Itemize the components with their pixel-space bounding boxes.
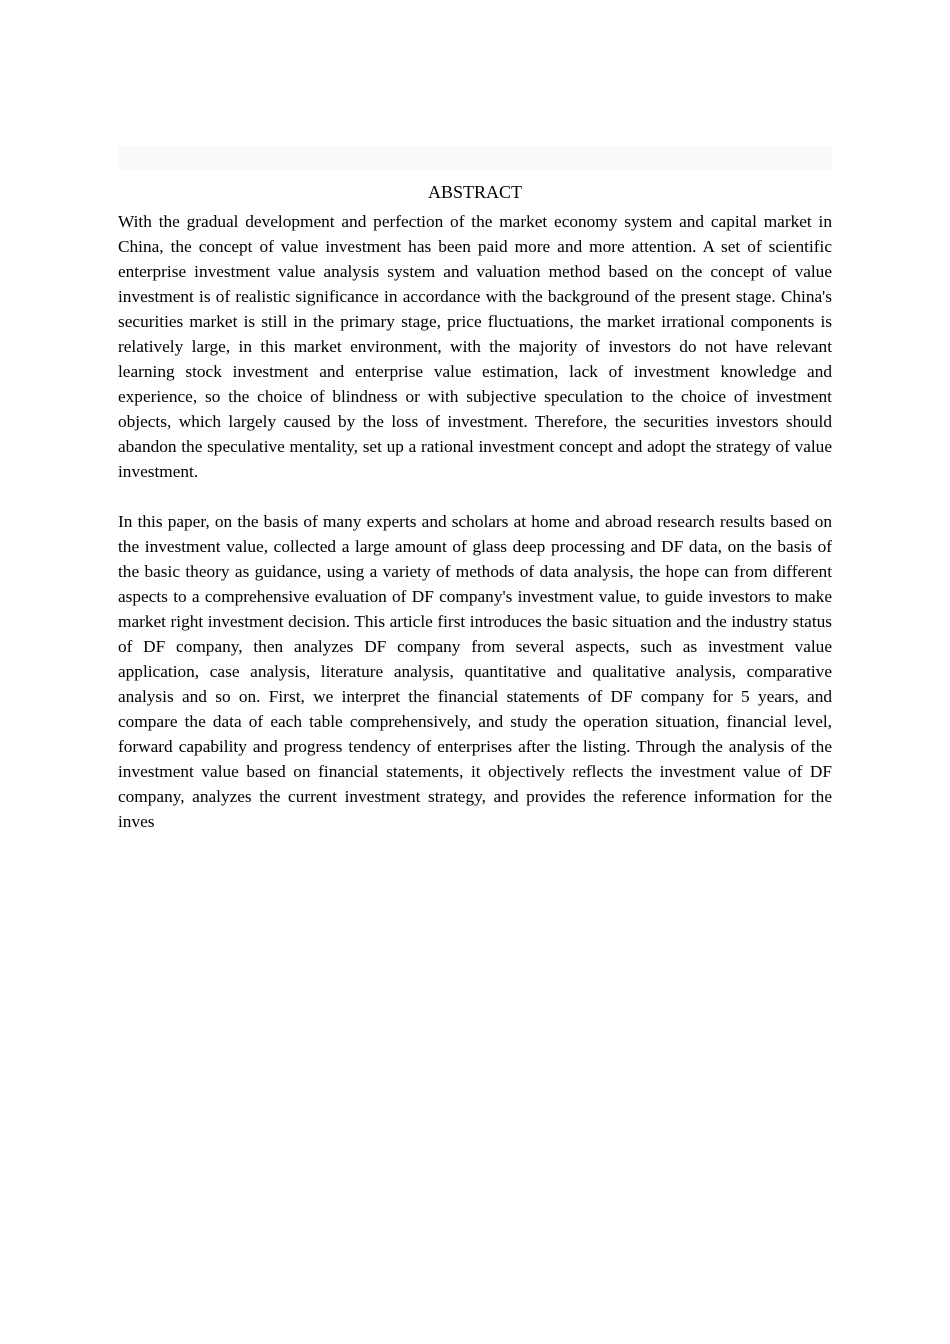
abstract-title: ABSTRACT: [427, 182, 523, 202]
abstract-paragraph-1: With the gradual development and perfection of the market economy system and capital market in China, the concept of value investment has been paid more and more attention. A set of scientific enterprise investment value analysis system and valuation method based on the concept of value investment is of realistic significance in accordance with the background of the present stage. China's securities market is still in the primary stage, price fluctuations, the market irrational components is relatively large, in this market environment, with the majority of investors do not have relevant learning stock investment and enterprise value estimation, lack of investment knowledge and experience, so the choice of blindness or with subjective speculation to the choice of investment objects, which largely caused by the loss of investment. Therefore, the securities investors should abandon the speculative mentality, set up a rational investment concept and adopt the strategy of value investment.: [118, 212, 832, 481]
header-band: [118, 146, 832, 170]
document-body: [118, 180, 832, 834]
abstract-paragraph-2: In this paper, on the basis of many experts and scholars at home and abroad research results based on the investment value, collected a large amount of glass deep processing and DF data, on the basis of the basic theory as guidance, using a variety of methods of data analysis, the hope can from different aspects to a comprehensive evaluation of DF company's investment value, to guide investors to make market right investment decision. This article first introduces the basic situation and the industry status of DF company, then analyzes DF company from several aspects, such as investment value application, case analysis, literature analysis, quantitative and qualitative analysis, comparative analysis and so on. First, we interpret the financial statements of DF company for 5 years, and compare the data of each table comprehensively, and study the operation situation, financial level, forward capability and progress tendency of enterprises after the listing. Through the analysis of the investment value based on financial statements, it objectively reflects the investment value of DF company, analyzes the current investment strategy, and provides the reference information for the inves: [118, 512, 832, 831]
